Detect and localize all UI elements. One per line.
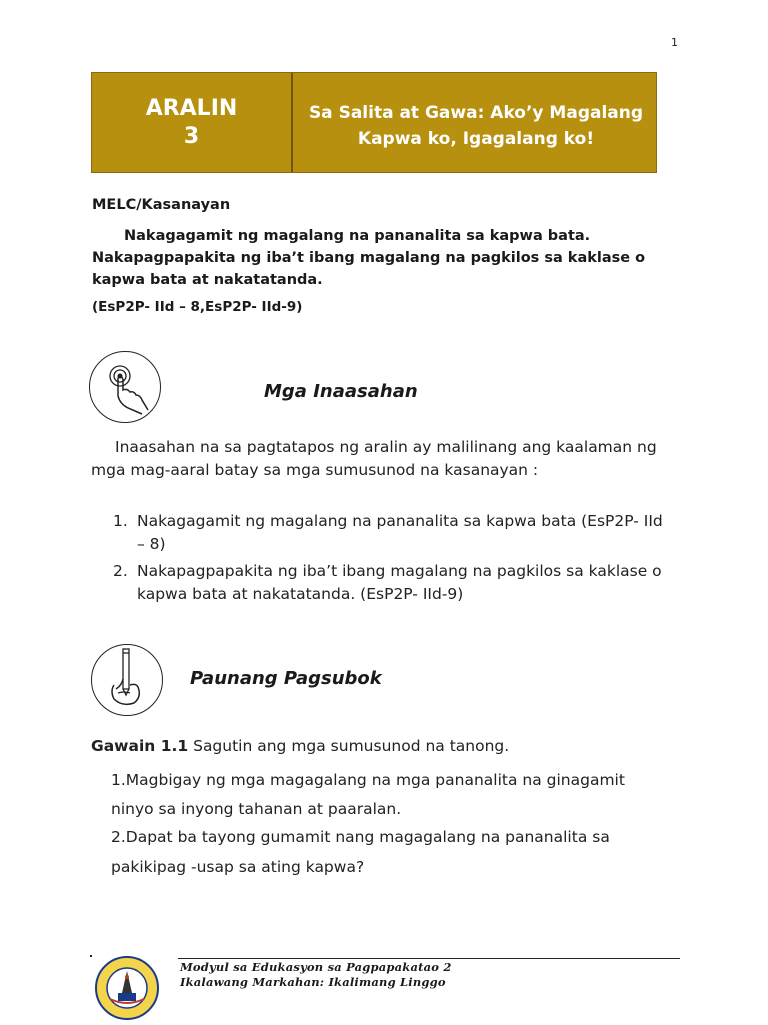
question-2: 2.Dapat ba tayong gumamit nang magagalang na pananalita sa pakikipag -usap sa ating kapwa? bbox=[111, 828, 610, 876]
lesson-title-line1: Sa Salita at Gawa: Ako’y Magalang bbox=[308, 103, 644, 123]
lesson-label-word: ARALIN bbox=[145, 96, 238, 121]
footer-text bbox=[180, 960, 452, 990]
list-item bbox=[113, 510, 673, 556]
footer-divider bbox=[178, 958, 680, 959]
lesson-title bbox=[302, 100, 650, 152]
activity-instruction bbox=[91, 735, 691, 758]
division-seal-logo bbox=[84, 949, 170, 1021]
list-item-text: Nakapagpapakita ng iba’t ibang magalang na pagkilos sa kaklase o kapwa bata at nakatatanda. (EsP2P- IId-9) bbox=[137, 562, 662, 603]
list-item-text: Nakagagamit ng magalang na pananalita sa kapwa bata (EsP2P- IId – 8) bbox=[137, 512, 663, 553]
activity-instruction-text: Sagutin ang mga sumusunod na tanong. bbox=[188, 737, 510, 755]
lesson-number: 3 bbox=[183, 124, 200, 149]
list-item bbox=[113, 560, 673, 606]
lesson-banner bbox=[91, 72, 657, 173]
expectations-list bbox=[113, 510, 673, 610]
melc-text: Nakagagamit ng magalang na pananalita sa kapwa bata. Nakapagpapakita ng iba’t ibang magalang na pagkilos sa kaklase o kapwa bata at nakatatanda. bbox=[92, 228, 646, 288]
footer-module-title: Modyul sa Edukasyon sa Pagpapakatao 2 bbox=[180, 960, 452, 974]
activity-label: Gawain 1.1 bbox=[91, 737, 189, 755]
question-1: 1.Magbigay ng mga magagalang na mga pananalita na ginagamit ninyo sa inyong tahanan at paaralan. bbox=[111, 771, 625, 818]
melc-codes: (EsP2P- IId – 8,EsP2P- IId-9) bbox=[92, 299, 303, 315]
lesson-title-line2: Kapwa ko, Igagalang ko! bbox=[357, 129, 595, 149]
melc-heading: MELC/Kasanayan bbox=[92, 197, 231, 213]
page-number: 1 bbox=[671, 36, 678, 49]
list-item-number: 1. bbox=[113, 512, 128, 530]
expectations-title: Mga Inaasahan bbox=[264, 381, 418, 402]
footer-quarter-week: Ikalawang Markahan: Ikalimang Linggo bbox=[180, 975, 446, 989]
lesson-label bbox=[92, 95, 291, 151]
hand-holding-pencil-icon bbox=[91, 644, 163, 716]
hand-pointing-icon bbox=[89, 351, 161, 423]
pretest-title: Paunang Pagsubok bbox=[190, 668, 382, 689]
list-item-number: 2. bbox=[113, 562, 128, 580]
banner-divider bbox=[291, 73, 293, 172]
expectations-intro: Inaasahan na sa pagtatapos ng aralin ay malilinang ang kaalaman ng mga mag-aaral batay sa mga sumusunod na kasanayan : bbox=[91, 438, 657, 479]
